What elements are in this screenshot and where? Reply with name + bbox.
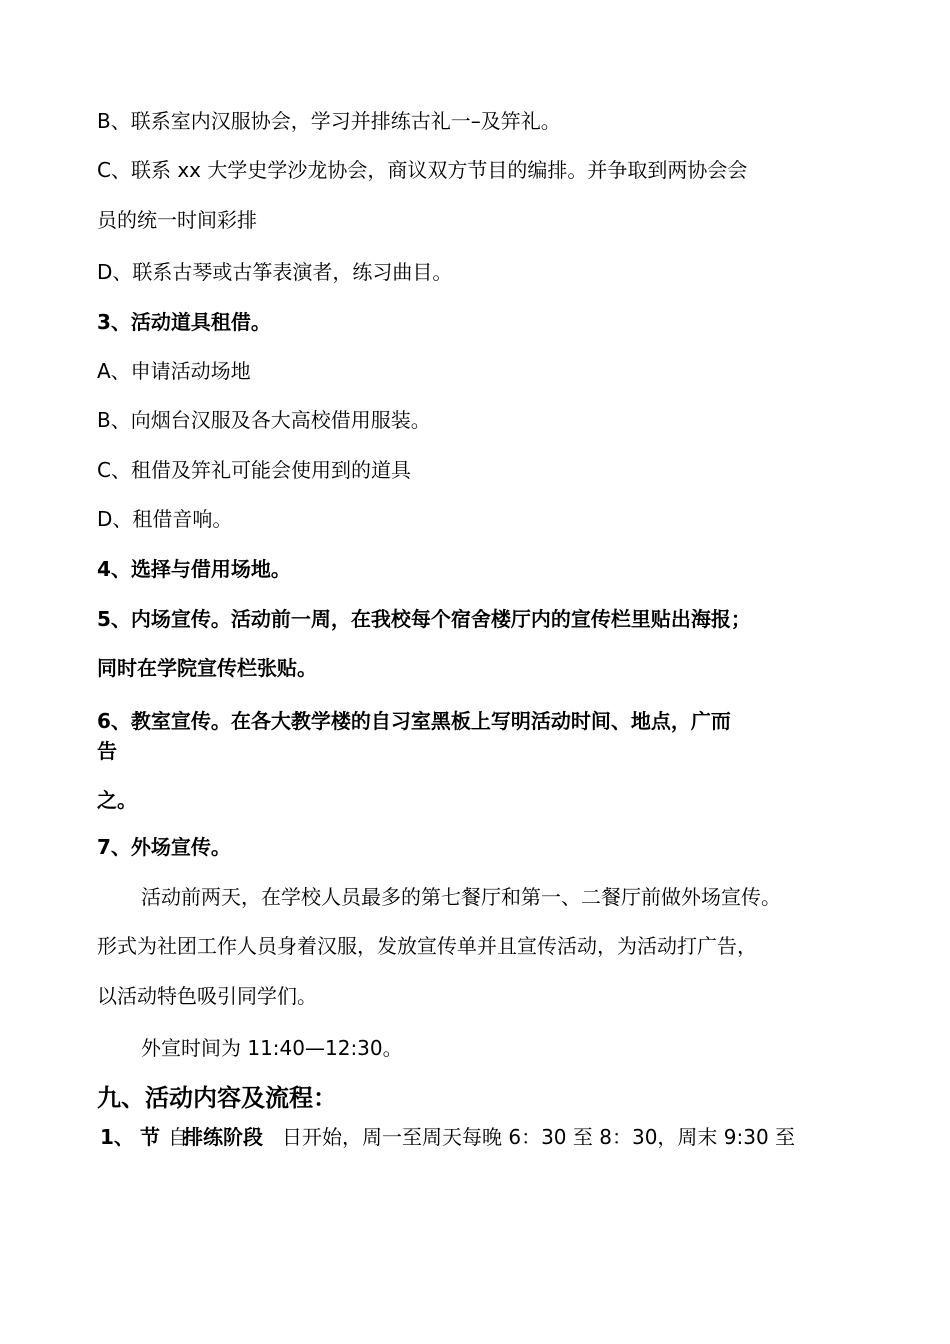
text-line-c-history-salon: C、联系 xx 大学史学沙龙协会，商议双方节目的编排。并争取到两协会会 [97,158,748,182]
outdoor-promo-time: 外宣时间为 11:40—12:30。 [141,1036,403,1060]
text-line-d-audio: D、租借音响。 [97,507,233,531]
item-6-classroom-promo: 6、教室宣传。在各大教学楼的自习室黑板上写明活动时间、地点，广而 [97,709,731,733]
paragraph-outdoor-promo-end: 以活动特色吸引同学们。 [97,984,317,1008]
item-3-props-heading: 3、活动道具租借。 [97,310,271,334]
item-1-number: 1、 [100,1125,134,1149]
text-line-rehearsal: 员的统一时间彩排 [97,208,257,232]
paragraph-outdoor-promo: 活动前两天，在学校人员最多的第七餐厅和第一、二餐厅前做外场宣传。 [141,885,781,909]
item-7-outdoor-heading: 7、外场宣传。 [97,835,231,859]
paragraph-outdoor-promo-cont: 形式为社团工作人员身着汉服，发放宣传单并且宣传活动，为活动打广告， [97,934,757,958]
item-1-fragment-a: 节 [140,1125,160,1149]
text-line-b-costume: B、向烟台汉服及各大高校借用服装。 [97,408,431,432]
item-4-venue-heading: 4、选择与借用场地。 [97,557,291,581]
item-6-classroom-promo-end: 之。 [97,788,137,812]
section-9-heading: 九、活动内容及流程： [97,1084,337,1112]
text-line-c-ceremony-props: C、租借及笄礼可能会使用到的道具 [97,458,411,482]
item-1-fragment-b: 自 [168,1125,188,1149]
item-6-classroom-promo-wrap: 告 [97,739,117,763]
text-line-b-hanfu: B、联系室内汉服协会，学习并排练古礼一–及笄礼。 [97,109,561,133]
item-1-schedule-text: 日开始，周一至周天每晚 6：30 至 8：30，周末 9:30 至 [282,1125,796,1149]
item-1-rehearsal-stage: 排练阶段 [183,1125,263,1149]
text-line-d-guqin: D、联系古琴或古筝表演者，练习曲目。 [97,260,453,284]
text-line-a-venue: A、申请活动场地 [97,359,251,383]
item-5-indoor-promo-cont: 同时在学院宣传栏张贴。 [97,656,317,680]
item-5-indoor-promo: 5、内场宣传。活动前一周，在我校每个宿舍楼厅内的宣传栏里贴出海报； [97,607,751,631]
